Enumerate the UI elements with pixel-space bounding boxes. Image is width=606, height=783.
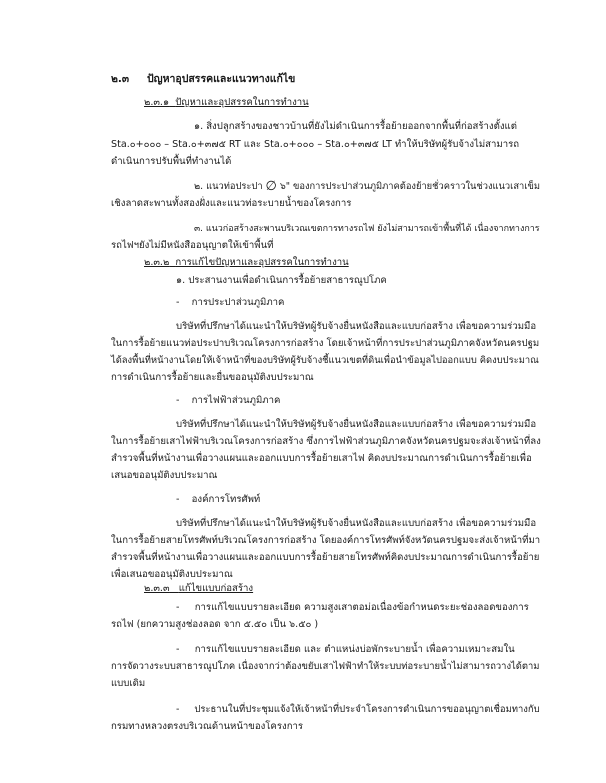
pwa-line-4: การดำเนินการรื้อย้ายและยื่นขออนุมัติงบประมาณ xyxy=(111,372,314,383)
diameter-icon: ∅ xyxy=(265,179,277,194)
dash-marker: - xyxy=(176,602,180,613)
dash-marker: - xyxy=(176,297,180,308)
design-fix-2-line-1 xyxy=(176,643,515,657)
section-title: ปัญหาอุปสรรคและแนวทางแก้ไข xyxy=(147,73,296,85)
subsection-2-number: ๒.๓.๒ xyxy=(144,257,170,268)
problem-1-line-3: ดำเนินการปรับพื้นที่ทำงานได้ xyxy=(111,156,232,167)
tot-line-3: สำรวจพื้นที่หน้างานเพื่อวางแผนและออกแบบการรื้อย้ายสายโทรศัพท์คิดงบประมาณการดำเนินการรื้อย้าย xyxy=(111,552,540,563)
subsection-heading-2 xyxy=(144,256,349,270)
problem-1-line-1: ๑. สิ่งปลูกสร้างของชาวบ้านที่ยังไม่ดำเนินการรื้อย้ายออกจากพื้นที่ก่อสร้างตั้งแต่ xyxy=(194,121,517,132)
pea-heading xyxy=(176,394,280,408)
pwa-line-2: ในการรื้อย้ายแนวท่อประปาบริเวณโครงการก่อสร้าง โดยเจ้าหน้าที่การประปาส่วนภูมิภาคจังหวัดนครปฐม xyxy=(111,338,540,349)
design-fix-3-line-2: กรมทางหลวงตรงบริเวณด้านหน้าของโครงการ xyxy=(111,721,304,732)
design-fix-2-line-2: การจัดวางระบบสาธารณูปโภค เนื่องจากว่าต้องขยับเสาไฟฟ้าทำให้ระบบท่อระบายน้ำไม่สามารถวางได้ตาม xyxy=(111,661,540,672)
pwa-heading xyxy=(176,296,284,310)
problem-3-line-2: รถไฟฯยังไม่มีหนังสืออนุญาตให้เข้าพื้นที่ xyxy=(111,240,274,251)
problem-2-text-b: ๖" ของการประปาส่วนภูมิภาคต้องย้ายชั่วคราวในช่วงแนวเสาเข็ม xyxy=(279,181,540,192)
pea-line-3: สำรวจพื้นที่หน้างานเพื่อวางแผนและออกแบบการรื้อย้ายเสาไฟ คิดงบประมาณการดำเนินการรื้อย้ายเพื่อ xyxy=(111,453,532,464)
tot-line-2: ในการรื้อย้ายสายโทรศัพท์บริเวณโครงการก่อสร้าง โดยองค์การโทรศัพท์จังหวัดนครปฐมจะส่งเจ้าหน้าที่มา xyxy=(111,535,541,546)
design-fix-3-line-1 xyxy=(176,703,540,717)
subsection-heading-1 xyxy=(144,96,309,110)
dash-marker: - xyxy=(176,494,180,505)
pwa-line-3: ได้ลงพื้นที่หน้างานโดยให้เจ้าหน้าที่ของบริษัทผู้รับจ้างชี้แนวเขตที่ดินเพื่อนำข้อมูลไปออกแบบ คิดงบประมาณ xyxy=(111,355,539,366)
pwa-label: การประปาส่วนภูมิภาค xyxy=(191,297,285,308)
pea-label: การไฟฟ้าส่วนภูมิภาค xyxy=(191,395,281,406)
section-number: ๒.๓ xyxy=(111,73,130,85)
design-fix-2-line-3: แบบเดิม xyxy=(111,678,146,689)
dash-marker: - xyxy=(176,704,180,715)
pea-line-1: บริษัทที่ปรึกษาได้แนะนำให้บริษัทผู้รับจ้างยื่นหนังสือและแบบก่อสร้าง เพื่อขอความร่วมมือ xyxy=(176,419,537,430)
subsection-3-title: แก้ไขแบบก่อสร้าง xyxy=(178,583,254,594)
subsection-1-title: ปัญหาและอุปสรรคในการทำงาน xyxy=(175,97,309,108)
problem-2-line-1 xyxy=(194,180,540,194)
design-fix-3-text: ประธานในที่ประชุมแจ้งให้เจ้าหน้าที่ประจำโครงการดำเนินการขออนุญาตเชื่อมทางกับ xyxy=(194,704,540,715)
problem-1-line-2: Sta.๐+๐๐๐ – Sta.๐+๓๗๕ RT และ Sta.๐+๐๐๐ – Sta.๐+๓๗๕ LT ทำให้บริษัทผู้รับจ้างไม่สามารถ xyxy=(111,139,520,150)
design-fix-1-text: การแก้ไขแบบรายละเอียด ความสูงเสาตอม่อเนื่องข้อกำหนดระยะช่องลอดของการ xyxy=(194,602,529,613)
design-fix-1-line-1 xyxy=(176,601,529,615)
pea-line-2: ในการรื้อย้ายเสาไฟฟ้าบริเวณโครงการก่อสร้าง ซึ่งการไฟฟ้าส่วนภูมิภาคจังหวัดนครปฐมจะส่งเจ้าหน้าที่ลง xyxy=(111,436,541,447)
design-fix-1-line-2: รถไฟ (ยกความสูงช่องลอด จาก ๕.๕๐ เป็น ๖.๕๐ ) xyxy=(111,619,319,630)
tot-line-1: บริษัทที่ปรึกษาได้แนะนำให้บริษัทผู้รับจ้างยื่นหนังสือและแบบก่อสร้าง เพื่อขอความร่วมมือ xyxy=(176,518,537,529)
pwa-line-1: บริษัทที่ปรึกษาได้แนะนำให้บริษัทผู้รับจ้างยื่นหนังสือและแบบก่อสร้าง เพื่อขอความร่วมมือ xyxy=(176,321,537,332)
subsection-1-number: ๒.๓.๑ xyxy=(144,97,170,108)
problem-2-text-a: ๒. แนวท่อประปา xyxy=(194,181,263,192)
subsection-3-number: ๒.๓.๓ xyxy=(144,583,170,594)
problem-3-line-1: ๓. แนวก่อสร้างสะพานบริเวณเขตการทางรถไฟ ยังไม่สามารถเข้าพื้นที่ได้ เนื่องจากทางการ xyxy=(194,224,540,234)
subsection-heading-3 xyxy=(144,582,253,596)
design-fix-2-text: การแก้ไขแบบรายละเอียด และ ตำแหน่งบ่อพักระบายน้ำ เพื่อความเหมาะสมใน xyxy=(194,644,515,655)
tot-line-4: เพื่อเสนอขออนุมัติงบประมาณ xyxy=(111,569,233,580)
tot-heading xyxy=(176,493,260,507)
subsection-2-title: การแก้ไขปัญหาและอุปสรรคในการทำงาน xyxy=(175,257,349,268)
problem-2-line-2: เชิงลาดสะพานทั้งสองฝั่งและแนวท่อระบายน้ำของโครงการ xyxy=(111,198,352,209)
tot-label: องค์การโทรศัพท์ xyxy=(191,494,261,505)
solution-item-1: ๑. ประสานงานเพื่อดำเนินการรื้อย้ายสาธารณูปโภค xyxy=(176,275,387,286)
pea-line-4: เสนอขออนุมัติงบประมาณ xyxy=(111,470,218,481)
dash-marker: - xyxy=(176,395,180,406)
dash-marker: - xyxy=(176,644,180,655)
